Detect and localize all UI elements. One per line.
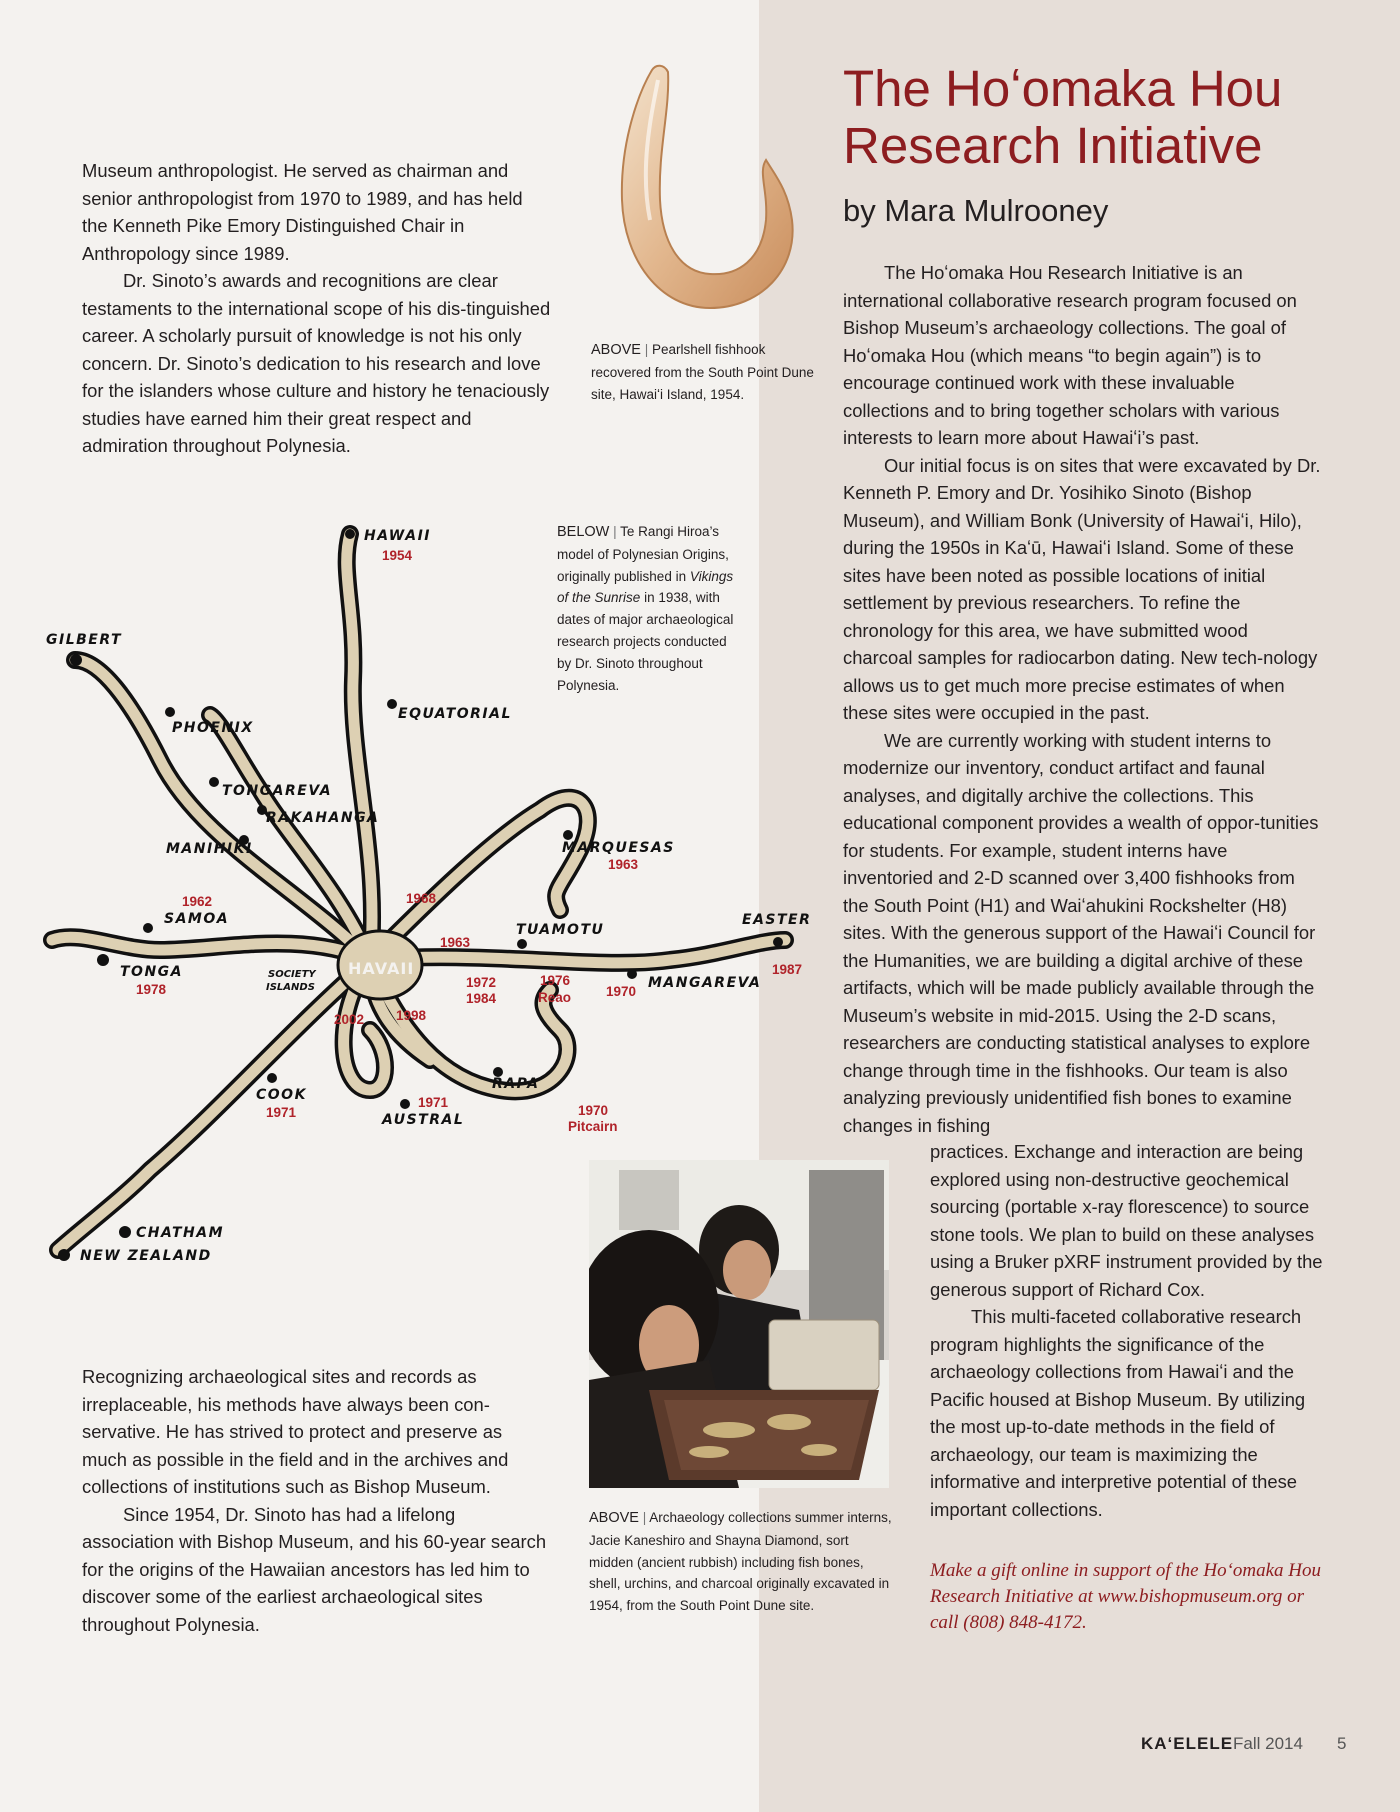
map-location-label: TONGA: [120, 964, 183, 980]
map-location-label: PHOENIX: [172, 720, 254, 736]
map-location-label: EQUATORIAL: [398, 706, 512, 722]
interns-photo: [589, 1160, 889, 1488]
map-location-label: RAPA: [492, 1076, 540, 1092]
map-year-label: 1963: [608, 857, 639, 872]
map-year-label: 1968: [406, 891, 437, 906]
map-location-label: TONGAREVA: [222, 783, 333, 799]
paragraph: The Hoʻomaka Hou Research Initiative is an international collaborative research program focused on Bishop Museum’s archaeology collections. The goal of Hoʻomaka Hou (which means “to begin again”) is to encourage continued work with these invaluable collections and to bring together scholars with various interests to learn more about Hawaiʻi’s past.: [843, 262, 1297, 448]
map-location-label: MANIHIKI: [166, 841, 253, 857]
hook-caption: ABOVE | Pearlshell fishhook recovered from the South Point Dune site, Hawaiʻi Island, 1954.: [591, 342, 814, 402]
gift-note: Make a gift online in support of the Hoʻomaka Hou Research Initiative at www.bishopmuseum.org or call (808) 848-4172.: [930, 1560, 1322, 1633]
caption-lead: ABOVE: [591, 342, 641, 358]
map-location-label: SAMOA: [164, 911, 230, 927]
map-location-label: HAWAII: [364, 528, 431, 544]
caption-text: Pearlshell fishhook recovered from the South Point Dune site, Hawaiʻi Island, 1954.: [591, 342, 814, 402]
map-location-label: COOK: [256, 1087, 307, 1103]
map-location-label: RAKAHANGA: [266, 810, 380, 826]
map-year-label: 1962: [182, 894, 213, 909]
map-location-label: MARQUESAS: [562, 840, 675, 856]
map-year-label: 1954: [382, 548, 413, 563]
map-location-label: GILBERT: [46, 632, 123, 648]
map-location-label: NEW ZEALAND: [80, 1248, 212, 1264]
paragraph: This multi-faceted collaborative research program highlights the significance of the archaeology collections from Hawaiʻi and the Pacific housed at Bishop Museum. By utilizing the most up-to-date methods in the field of archaeology, our team is maximizing the informative and interpretive potential of these important collections.: [930, 1306, 1306, 1520]
map-location-label: AUSTRAL: [382, 1112, 465, 1128]
left-bottom-text: [82, 1363, 552, 1638]
left-top-text: [82, 157, 552, 460]
title-line: The Hoʻomaka Hou: [843, 60, 1283, 117]
article-body-upper: [843, 259, 1321, 1139]
map-location-label: MANGAREVA: [648, 975, 762, 991]
footer-magazine: KAʻELELE: [1141, 1734, 1234, 1753]
title-line: Research Initiative: [843, 117, 1263, 174]
map-location-label: TUAMOTU: [516, 922, 605, 938]
book-title: Vikings of the Sunrise: [557, 568, 734, 606]
paragraph: Since 1954, Dr. Sinoto has had a lifelong association with Bishop Museum, and his 60-year search for the origins of the Hawaiian ancestors has led him to discover some of the earliest archaeological sites throughout Polynesia.: [82, 1503, 547, 1635]
map-year-label: Reao: [538, 990, 572, 1005]
paragraph: Recognizing archaeological sites and records as irreplaceable, his methods have always been con-servative. He has strived to protect and preserve as much as possible in the field and in the archives and collections of institutions such as Bishop Museum.: [82, 1366, 509, 1497]
article-body-lower: [930, 1138, 1330, 1523]
map-society-label: SOCIETY: [268, 969, 316, 980]
map-year-label: 1984: [466, 991, 497, 1006]
fishhook-image: [600, 60, 800, 330]
footer-issue: Fall 2014: [1233, 1734, 1303, 1753]
map-center-label: HAVAII: [348, 959, 415, 978]
caption-text-2: in 1938, with dates of major archaeological research projects conducted by Dr. Sinoto throughout Polynesia.: [557, 590, 734, 693]
map-year-label: 2002: [334, 1012, 365, 1027]
paragraph: We are currently working with student interns to modernize our inventory, conduct artifact and faunal analyses, and digitally archive the collections. This educational component provides a wealth of oppor-tunities for students. For example, student interns have inventoried and 2-D scanned over 3,400 fishhooks from the South Point (H1) and Waiʻahukini Rockshelter (H8) sites. With the generous support of the Hawaiʻi Council for the Humanities, we are building a digital archive of these artifacts, which will be made publicly available through the Museum’s website in mid-2015. Using the 2-D scans, researchers are conducting statistical analyses to explore change through time in the fishhooks. Our team is also analyzing previously unidentified fish bones to examine changes in fishing: [843, 729, 1319, 1136]
map-year-label: 1970: [578, 1103, 609, 1118]
map-year-label: 1971: [266, 1105, 297, 1120]
paragraph: Museum anthropologist. He served as chairman and senior anthropologist from 1970 to 1989, and has held the Kenneth Pike Emory Distinguished Chair in Anthropology since 1989.: [82, 160, 523, 264]
map-location-label: CHATHAM: [136, 1225, 225, 1241]
map-caption: BELOW | Te Rangi Hiroa’s model of Polynesian Origins, originally published in Vikings of the Sunrise in 1938, with dates of major archaeological research projects conducted by Dr. Sinoto throughout Polynesia.: [557, 524, 734, 693]
map-location-label: EASTER: [742, 912, 812, 928]
map-year-label: 1998: [396, 1008, 427, 1023]
photo-caption: ABOVE | Archaeology collections summer interns, Jacie Kaneshiro and Shayna Diamond, sort midden (ancient rubbish) including fish bones, shell, urchins, and charcoal originally excavated in 1954, from the South Point Dune site.: [589, 1510, 892, 1614]
map-year-label: 1972: [466, 975, 497, 990]
map-year-label: Pitcairn: [568, 1119, 618, 1134]
caption-text: Archaeology collections summer interns, Jacie Kaneshiro and Shayna Diamond, sort midden (ancient rubbish) including fish bones, shell, urchins, and charcoal originally excavated in 1954, from the South Point Dune site.: [589, 1510, 892, 1614]
paragraph: Dr. Sinoto’s awards and recognitions are clear testaments to the international scope of his dis-tinguished career. A scholarly pursuit of knowledge is not his only concern. Dr. Sinoto’s dedication to his research and love for the islanders whose culture and history he tenaciously studies have earned him their great respect and admiration throughout Polynesia.: [82, 270, 551, 456]
map-year-label: 1976: [540, 973, 571, 988]
byline: by Mara Mulrooney: [843, 193, 1109, 228]
caption-lead: ABOVE: [589, 1510, 639, 1526]
polynesian-origins-map: [40, 510, 840, 1270]
paragraph: Our initial focus is on sites that were excavated by Dr. Kenneth P. Emory and Dr. Yosihiko Sinoto (Bishop Museum), and William Bonk (University of Hawaiʻi, Hilo), during the 1950s in Kaʻū, Hawaiʻi Island. Some of these sites have been noted as possible locations of initial settlement by previous researchers. To refine the chronology for this area, we have submitted wood charcoal samples for radiocarbon dating. New tech-nology allows us to get much more precise estimates of when these sites were occupied in the past.: [843, 454, 1321, 723]
map-year-label: 1978: [136, 982, 167, 997]
caption-lead: BELOW: [557, 524, 610, 540]
map-year-label: 1971: [418, 1095, 449, 1110]
map-year-label: 1987: [772, 962, 803, 977]
map-islands-label: ISLANDS: [266, 982, 315, 993]
caption-text: Te Rangi Hiroa’s model of Polynesian Origins, originally published in: [557, 524, 729, 584]
map-year-label: 1963: [440, 935, 471, 950]
map-year-label: 1970: [606, 984, 637, 999]
page-number: 5: [1337, 1734, 1347, 1753]
article-title: [843, 60, 1363, 174]
paragraph: practices. Exchange and interaction are being explored using non-destructive geochemical sourcing (portable x-ray florescence) to source stone tools. We plan to build on these analyses using a Bruker pXRF instrument provided by the generous support of Richard Cox.: [930, 1141, 1323, 1300]
